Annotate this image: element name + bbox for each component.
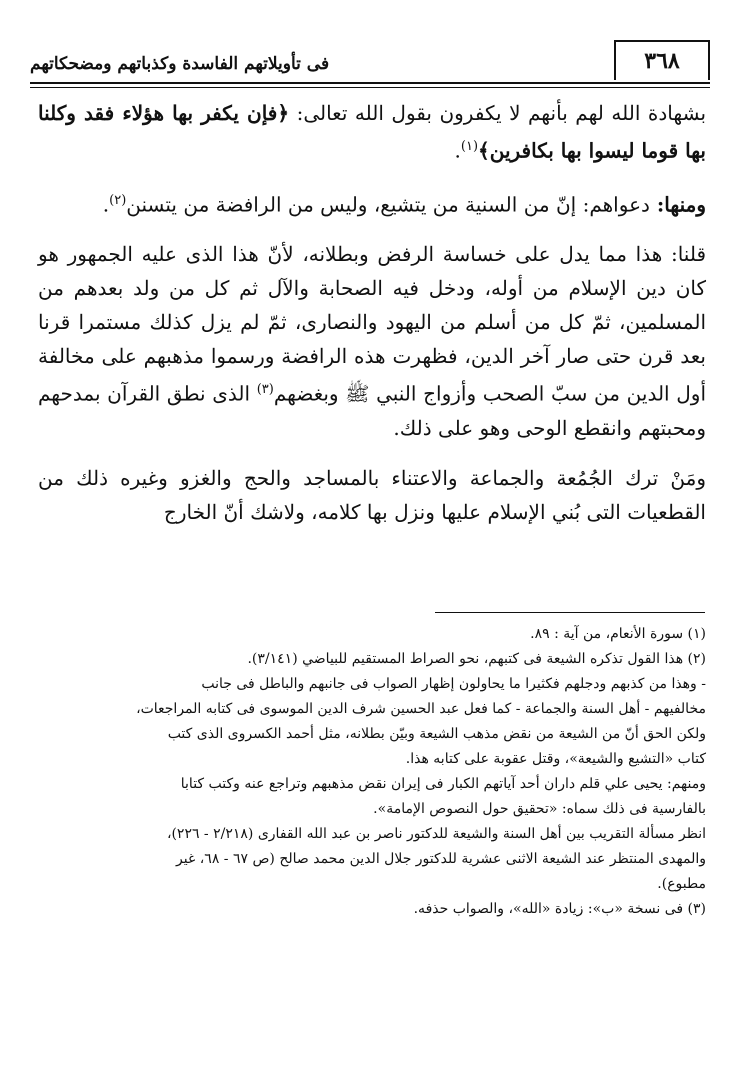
p2-lead: ومنها: <box>649 192 706 217</box>
footnote-2-line: والمهدى المنتظر عند الشيعة الاثنى عشرية للدكتور جلال الدين محمد صالح (ص ٦٧ - ٦٨، غير <box>176 851 706 867</box>
footnote-ref-2: (٢) <box>109 192 127 208</box>
p2-end: . <box>102 192 110 217</box>
footnote-2-line: ولكن الحق أنّ من الشيعة من نقض مذهب الشيعة وبيّن بطلانه، مثل أحمد الكسروى الذى كتب <box>167 726 706 742</box>
footnote-2: (٢) هذا القول تذكره الشيعة فى كتبهم، نحو الصراط المستقيم للبياضي (٣/١٤١). <box>247 651 706 667</box>
paragraph-3 <box>38 237 706 445</box>
footnote-2-line: - وهذا من كذبهم ودجلهم فكثيرا ما يحاولون إظهار الصواب فى جانبهم والباطل فى جانب <box>201 676 706 692</box>
main-text <box>38 96 706 545</box>
footnote-ref-3: (٣) <box>256 382 274 398</box>
p1-text: بشهادة الله لهم بأنهم لا يكفرون بقول الله تعالى: <box>289 101 707 125</box>
footnote-2-line: انظر مسألة التقريب بين أهل السنة والشيعة للدكتور ناصر بن عبد الله القفارى (٢/٢١٨ - ٢٢٦)، <box>166 826 706 842</box>
footnote-2-line: مخالفيهم - أهل السنة والجماعة - كما فعل عبد الحسين شرف الدين الموسوى فى كتابه المراجعات، <box>136 701 706 717</box>
footnote-ref-1: (١) <box>460 139 479 154</box>
running-title: فى تأويلاتهم الفاسدة وكذباتهم ومضحكاتهم <box>30 54 330 74</box>
p2-text: دعواهم: إنّ من السنية من يتشيع، وليس من الرافضة من يتسنن <box>126 192 650 217</box>
header-rule <box>30 82 710 84</box>
page-number-box <box>614 40 710 80</box>
footnote-1: (١) سورة الأنعام، من آية : ٨٩. <box>530 626 706 642</box>
p3-text-a: قلنا: هذا مما يدل على خساسة الرفض وبطلانه، لأنّ هذا الذى عليه الجمهور هو كان دين الإسلام من أوله، ودخل فيه الصحابة والآل ثم كل من ولد بعدهم من المسلمين، ثمّ كل من أسلم من اليهود والنصارى، ثمّ لم يزل كذلك مستمرا قرنا بعد قرن حتى صار آخر الدين، فظهرت هذه الرافضة ورسموا مذهبهم على مخالفة أول الدين من سبّ الصحب وأزواج النبي ﷺ وبغضهم <box>38 242 707 406</box>
footnote-2-line: ومنهم: يحيى علي قلم داران أحد آياتهم الكبار فى إيران نقض مذهبهم وتراجع عنه وكتب كتابا <box>180 776 706 792</box>
footnote-2-line: مطبوع). <box>657 876 706 892</box>
header-rule-thin <box>30 87 710 88</box>
paragraph-1: بشهادة الله لهم بأنهم لا يكفرون بقول الله تعالى: ﴿فإن يكفر بها هؤلاء فقد وكلنا بها قوما ليسوا بها بكافرين﴾$^{(١)}$. <box>38 101 707 163</box>
footnote-2-line: بالفارسية فى ذلك سماه: «تحقيق حول النصوص الإمامة». <box>373 801 706 817</box>
paragraph-2 <box>38 184 706 222</box>
p4-text: ومَنْ ترك الجُمُعة والجماعة والاعتناء بالمساجد والحج والغزو وغيره ذلك من القطعيات التى بُني الإسلام عليها ونزل بها كلامه، ولاشك أنّ الخارج <box>38 465 706 524</box>
quran-quote: ﴿فإن يكفر بها هؤلاء فقد وكلنا بها قوما ليسوا بها بكافرين﴾ <box>38 101 706 163</box>
footnote-rule <box>435 612 705 613</box>
paragraph-4 <box>38 461 706 529</box>
footnotes <box>38 622 706 922</box>
p3-text-b: الذى نطق القرآن بمدحهم ومحبتهم وانقطع الوحى وهو على ذلك. <box>38 381 706 440</box>
footnote-2-line: كتاب «التشيع والشيعة»، وقتل عقوبة على كتابه هذا. <box>405 751 706 767</box>
running-header <box>30 40 710 88</box>
footnote-3: (٣) فى نسخة «ب»: زيادة «الله»، والصواب حذفه. <box>413 901 706 917</box>
page-number: ٣٦٨ <box>644 48 680 74</box>
